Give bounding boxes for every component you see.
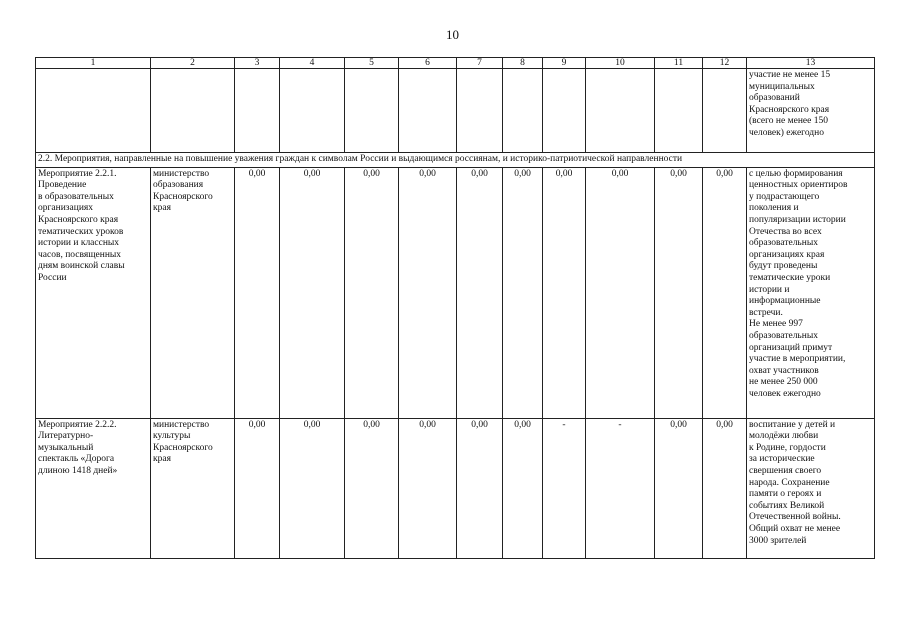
column-header: 2 xyxy=(151,58,235,69)
value-cell: 0,00 xyxy=(586,167,655,418)
column-header: 10 xyxy=(586,58,655,69)
column-header: 7 xyxy=(457,58,503,69)
column-header: 3 xyxy=(235,58,280,69)
value-cell: 0,00 xyxy=(457,167,503,418)
executor-cell: министерство образования Красноярского края xyxy=(151,167,235,418)
table-cell xyxy=(235,69,280,153)
event-cell: Мероприятие 2.2.2. Литературно- музыкальный спектакль «Дорога длиною 1418 дней» xyxy=(36,418,151,558)
column-header: 4 xyxy=(280,58,345,69)
table-row xyxy=(36,167,875,418)
value-cell: 0,00 xyxy=(235,418,280,558)
value-cell: 0,00 xyxy=(655,167,703,418)
column-header: 6 xyxy=(399,58,457,69)
value-cell: 0,00 xyxy=(345,418,399,558)
table-cell xyxy=(586,69,655,153)
page-number: 10 xyxy=(446,27,459,42)
result-cell: с целью формирования ценностных ориентиров у подрастающего поколения и популяризации истории Отечества во всех образовательных организациях края будут проведены тематические уроки истории и информационные встречи. Не менее 997 образовательных организаций примут участие в мероприятии, охват участников не менее 250 000 человек ежегодно xyxy=(747,167,875,418)
value-cell: 0,00 xyxy=(345,167,399,418)
executor-cell: министерство культуры Красноярского края xyxy=(151,418,235,558)
column-number-row xyxy=(36,58,875,69)
value-cell: 0,00 xyxy=(543,167,586,418)
column-header: 13 xyxy=(747,58,875,69)
measures-table xyxy=(35,57,875,559)
value-cell: 0,00 xyxy=(457,418,503,558)
value-cell: 0,00 xyxy=(399,167,457,418)
table-cell xyxy=(151,69,235,153)
value-cell: 0,00 xyxy=(280,167,345,418)
table-cell xyxy=(703,69,747,153)
result-cell: воспитание у детей и молодёжи любви к Родине, гордости за исторические свершения своего народа. Сохранение памяти о героях и событиях Великой Отечественной войны. Общий охват не менее 3000 зрителей xyxy=(747,418,875,558)
table-cell xyxy=(280,69,345,153)
event-cell: Мероприятие 2.2.1. Проведение в образовательных организациях Красноярского края тематических уроков истории и классных часов, посвященных дням воинской славы России xyxy=(36,167,151,418)
value-cell: 0,00 xyxy=(399,418,457,558)
value-cell: - xyxy=(543,418,586,558)
table-cell xyxy=(543,69,586,153)
section-row xyxy=(36,153,875,168)
table-cell xyxy=(399,69,457,153)
table-cell xyxy=(457,69,503,153)
value-cell: 0,00 xyxy=(703,167,747,418)
table-cell xyxy=(503,69,543,153)
section-title: 2.2. Мероприятия, направленные на повышение уважения граждан к символам России и выдающимся россиянам, и историко-патриотической направленности xyxy=(36,153,875,168)
value-cell: 0,00 xyxy=(655,418,703,558)
column-header: 11 xyxy=(655,58,703,69)
value-cell: 0,00 xyxy=(503,418,543,558)
table-row xyxy=(36,418,875,558)
table-cell xyxy=(655,69,703,153)
column-header: 1 xyxy=(36,58,151,69)
table-cell xyxy=(345,69,399,153)
result-cell: участие не менее 15 муниципальных образований Красноярского края (всего не менее 150 человек) ежегодно xyxy=(747,69,875,153)
column-header: 9 xyxy=(543,58,586,69)
value-cell: 0,00 xyxy=(280,418,345,558)
value-cell: 0,00 xyxy=(703,418,747,558)
table-cell xyxy=(36,69,151,153)
value-cell: - xyxy=(586,418,655,558)
value-cell: 0,00 xyxy=(503,167,543,418)
column-header: 8 xyxy=(503,58,543,69)
column-header: 5 xyxy=(345,58,399,69)
column-header: 12 xyxy=(703,58,747,69)
carry-over-row xyxy=(36,69,875,153)
value-cell: 0,00 xyxy=(235,167,280,418)
